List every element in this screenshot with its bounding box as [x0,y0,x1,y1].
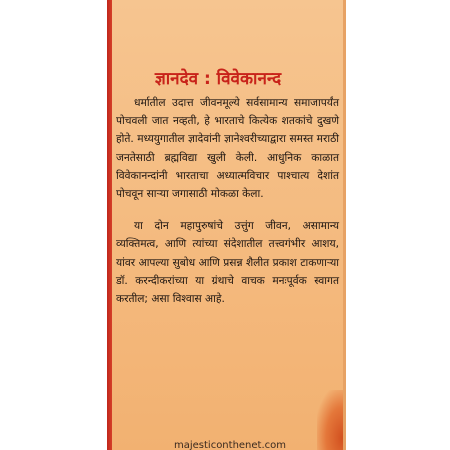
corner-artwork [317,390,345,450]
blurb-paragraph-2: या दोन महापुरुषांचे उत्तुंग जीवन, असामान्य व्यक्तिमत्व, आणि त्यांच्या संदेशातील तत्त्वगंभीर आशय, यांवर आपल्या सुबोध आणि प्रसन्न शैलीत प्रकाश टाकणाऱ्या डॉ. करन्दीकरांच्या या ग्रंथाचे वाचक मनःपूर्वक स्वागत करतील; असा विश्वास आहे. [116,220,339,306]
panel-edge-shadow [343,0,346,450]
blurb-text [116,94,339,308]
book-title: ज्ञानदेव : विवेकानन्द [154,69,282,89]
watermark-url: majesticonthenet.com [173,440,287,450]
blurb-paragraph-1: धर्मातील उदात्त जीवनमूल्ये सर्वसामान्य समाजापर्यंत पोचवली जात नव्हती, हे भारताचे कित्येक शतकांचे दुखणे होते. मध्ययुगातील ज्ञादेवांनी ज्ञानेश्वरीच्याद्वारा समस्त मराठी जनतेसाठी ब्रह्मविद्या खुली केली. आधुनिक काळात विवेकानन्दांनी भारताचा अध्यात्मविचार पाश्चात्य देशांत पोचवून साऱ्या जगासाठी मोकळा केला. [116,97,339,201]
